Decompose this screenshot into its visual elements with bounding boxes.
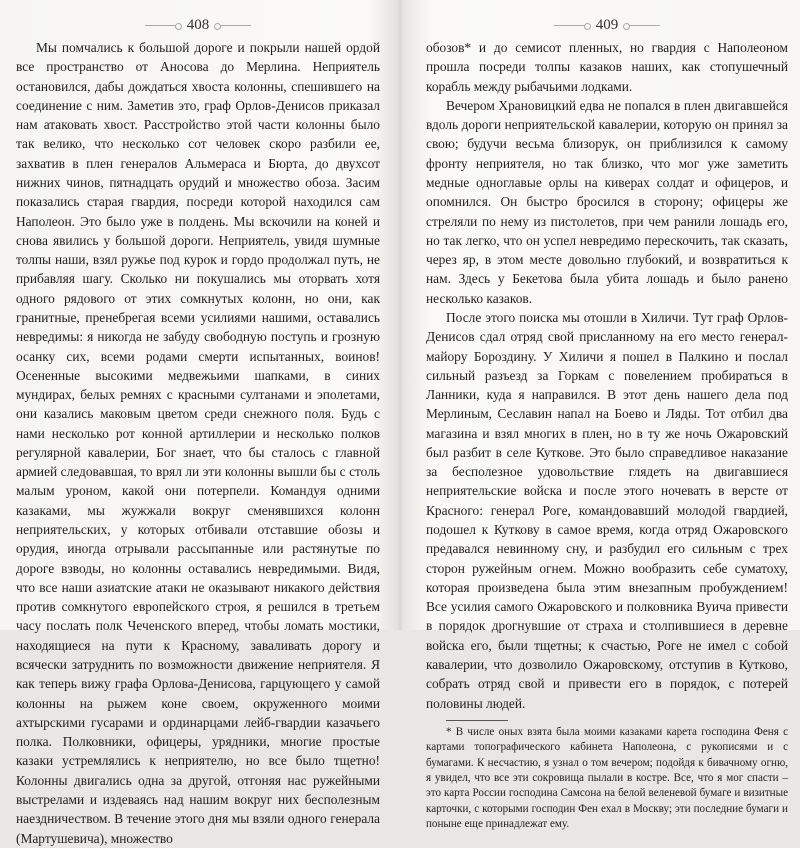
ornament-right bbox=[217, 25, 251, 26]
footnote-divider bbox=[446, 720, 508, 721]
footnote: * В числе оных взята была моими казаками карета господина Феня с картами топографического кабинета Наполеона, с рукописями и с бумагами. К несчастию, я узнал о том вечером; подойдя к бивачному огню, я увидел, что все эти сокровища пылали в костре. Все, что я мог спасти – это карта России господина Самсона на белой веленевой бумаге и визитные карточки, с которыми господин Фен ехал в Москву; эти последние бумаги и поныне еще принадлежат ему. bbox=[426, 725, 788, 831]
paragraph: После этого поиска мы отошли в Хиличи. Тут граф Орлов-Денисов сдал отряд свой присланному на его место генерал-майору Бороздину. У Хиличи я пошел в Палкино и послал сильный разъезд за Горкам с повелением пробираться в Ланники, куда я направился. В этот день нашего дела под Мерлиным, Сеславин напал на Боево и Ляды. Тот отбил два магазина и взял многих в плен, но в ту же ночь Ожаровский был разбит в селе Куткове. Это было справедливое наказание за бесполезное удовольствие глядеть на двигавшиеся неприятельские войска и после этого ночевать в версте от Красного: генерал Роге, командовавший молодой гвардией, подошел к Куткову в самое время, когда отряд Ожаровского предавался невинному сну, и разбудил его сильным с трех сторон ружейным огнем. Можно вообразить себе суматоху, которая произведена была этим внезапным пробуждением! Все усилия самого Ожаровского и полковника Вуича привести в порядок дрогнувшие от страха и столпившиеся в деревне войска его, были тщетны; к счастью, Роге не имел с собой кавалерии, что дозволило Ожаровскому, отступив в Кутково, собрать отряд свой и привести его в порядок, с потерей половины людей. bbox=[426, 309, 788, 711]
left-page-body bbox=[16, 38, 380, 848]
paragraph: Вечером Храновицкий едва не попался в плен двигавшейся вдоль дороги неприятельской кавалерии, которую он принял за свою; будучи весьма близорук, он приблизился к самому фронту неприятеля, но так близко, что мог уже заметить медные одноглавые орлы на киверах солдат и офицеров, и опомнился. Он быстро бросился в сторону; офицеры же стреляли по нему из пистолетов, при чем ранили лошадь его, но так легко, что он успел невредимо перескочить, так сказать, через яр, в этом месте довольно глубокий, и возвратиться к нам. Здесь у Бекетова была убита лошадь и было ранено несколько казаков. bbox=[426, 97, 788, 306]
right-page-body bbox=[426, 38, 788, 713]
left-page-header bbox=[16, 12, 380, 38]
paragraph: обозов* и до семисот пленных, но гвардия с Наполеоном прошла посреди толпы казаков наших, как стопушечный корабль между рыбачьими лодками. bbox=[426, 40, 788, 94]
ornament-left bbox=[145, 25, 179, 26]
ornament-left bbox=[554, 25, 588, 26]
ornament-right bbox=[626, 25, 660, 26]
page-number-right: 409 bbox=[595, 16, 619, 33]
paragraph: Мы помчались к большой дороге и покрыли нашей ордой все пространство от Аносова до Мерлина. Неприятель остановился, дабы дождаться хвоста колонны, спешившего на соединение с ним. Заметив это, граф Орлов-Денисов приказал нам атаковать хвост. Расстройство этой части колонны было так велико, что несколько сот человек скоро разбили ее, захватив в плен генералов Альмераса и Бюрта, до двухсот нижних чинов, пятнадцать орудий и множество обоза. Засим показались старая гвардия, посреди которой находился сам Наполеон. Это было уже в полдень. Мы вскочили на коней и снова явились у большой дороги. Неприятель, увидя шумные толпы наши, взял ружье под курок и гордо продолжал путь, не прибавляя шагу. Сколько ни покушались мы оторвать хотя одного рядового от этих сомкнутых колонн, но они, как гранитные, пренебрегая всеми усилиями нашими, оставались невредимы: я никогда не забуду свободную поступь и грозную осанку сих, всеми родами смерти испытанных, воинов! Осененные высокими медвежьими шапками, в синих мундирах, белых ремнях с красными султанами и эполетами, они казались маковым цветом среди снежного поля. Будь с нами несколько рот конной артиллерии и несколько полков регулярной кавалерии, Бог знает, что бы сталось с главной армией следовавшая, то врял ли эти колонны вышли бы с столь малым уроном, какой они потерпели. Командуя одними казаками, мы жужжали вокруг сменявшихся колонн неприятельских, у которых отбивали отставшие обозы и орудия, иногда отрывали рассыпанные или растянутые по дороге взводы, но колонны оставались невредимыми. Видя, что все наши азиатские атаки не оказывают никакого действия против сомкнутого европейского строя, я решился в третьем часу послать полк Чеченского вперед, чтобы ломать мостики, находящиеся на пути к Красному, заваливать дорогу и всячески затруднить по возможности движение неприятеля. Я как теперь вижу графа Орлова-Денисова, гарцующего у самой колонны на рыжем коне своем, окруженного моими ахтырскими гусарами и ординарцами лейб-гвардии казачьего полка. Полковники, офицеры, урядники, многие простые казаки устремлялись к неприятелю, но все было тщетно! Колонны двигались одна за другой, отгоняя нас ружейными выстрелами и издеваясь над нашим вокруг них бесполезным наездничеством. В течение этого дня мы взяли одного генерала (Мартушевича), множество bbox=[16, 40, 380, 846]
left-page bbox=[0, 0, 400, 846]
right-page-header bbox=[426, 12, 788, 38]
right-page bbox=[400, 0, 800, 831]
page-number-left: 408 bbox=[186, 16, 210, 33]
